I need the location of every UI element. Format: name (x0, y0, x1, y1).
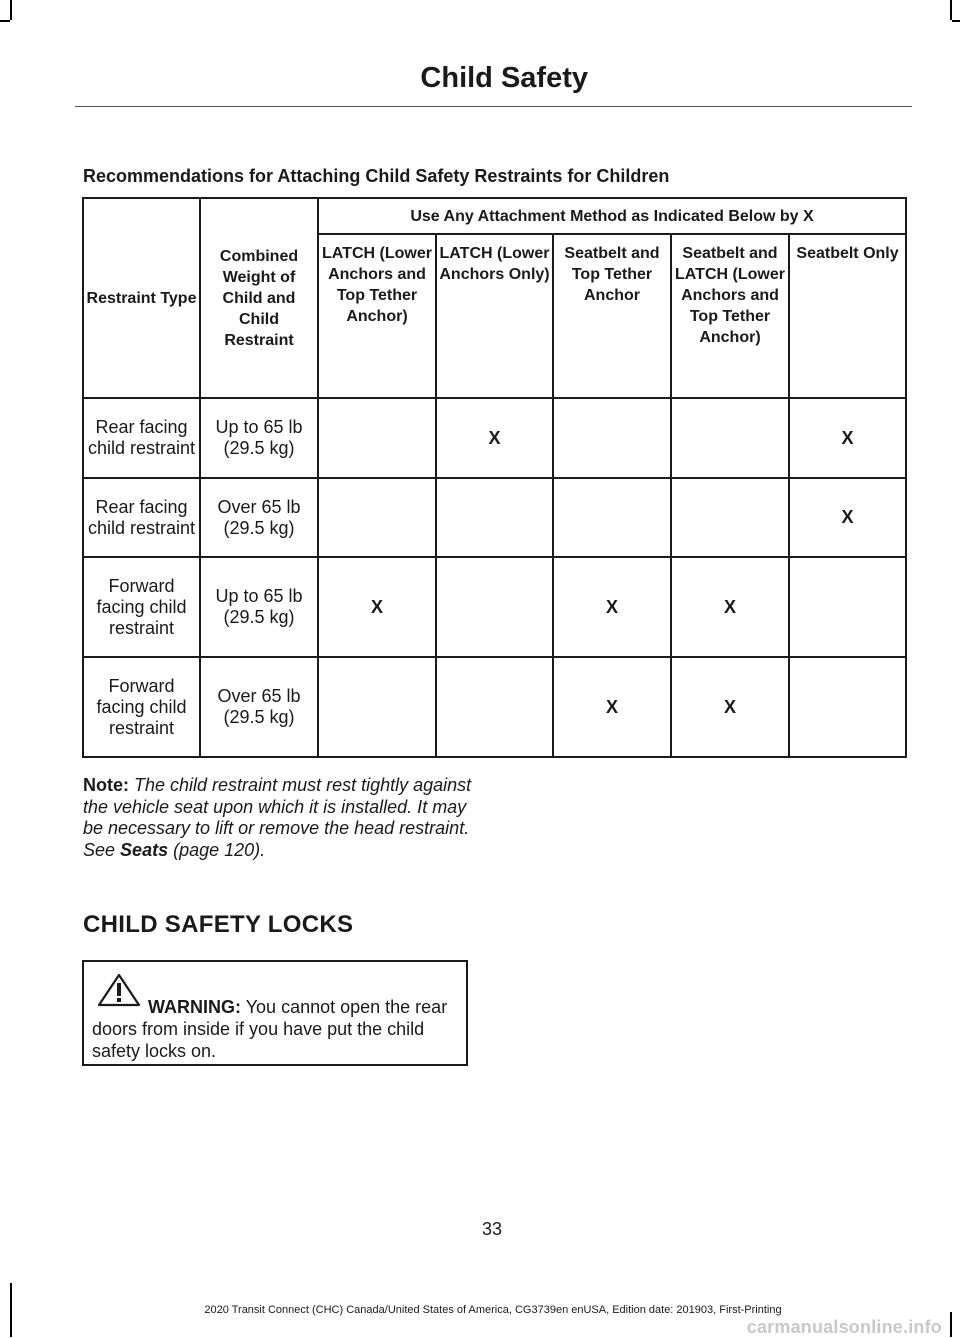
seats-link[interactable]: Seats (120, 839, 169, 860)
cell-weight: Over 65 lb (29.5 kg) (200, 657, 318, 757)
cell-mark (553, 478, 671, 557)
cell-mark (318, 398, 436, 478)
cell-mark: X (789, 398, 906, 478)
header-divider (75, 106, 912, 107)
note-text: The child restraint must rest tightly against the vehicle seat upon which it is installed. It may be necessary to lift or remove the head restraint. See (83, 775, 472, 860)
cell-weight: Over 65 lb (29.5 kg) (200, 478, 318, 557)
table-row (83, 398, 906, 478)
warning-label: WARNING: (148, 997, 241, 1017)
header-method: Seatbelt and LATCH (Lower Anchors and Top Tether Anchor) (671, 234, 789, 398)
cell-mark (553, 398, 671, 478)
crop-mark (952, 20, 960, 22)
restraint-table (82, 197, 907, 758)
header-attachment-methods: Use Any Attachment Method as Indicated Below by X (318, 198, 906, 234)
edition-footer: 2020 Transit Connect (CHC) Canada/United States of America, CG3739en enUSA, Edition date: 201903, First-Printing (204, 1304, 782, 1316)
header-method: LATCH (Lower Anchors and Top Tether Anchor) (318, 234, 436, 398)
header-method: Seatbelt and Top Tether Anchor (553, 234, 671, 398)
crop-mark (10, 0, 12, 20)
cell-restraint-type: Rear facing child restraint (83, 398, 200, 478)
page-reference: (page 120). (173, 839, 266, 860)
page-number: 33 (481, 1219, 503, 1239)
warning-message: You cannot open the rear doors from inside if you have put the child safety locks on. (92, 997, 448, 1061)
warning-text (92, 996, 468, 1062)
header-restraint-type: Restraint Type (83, 198, 200, 398)
cell-mark (789, 657, 906, 757)
cell-mark: X (436, 398, 553, 478)
table-caption: Recommendations for Attaching Child Safety Restraints for Children (83, 166, 670, 186)
header-combined-weight: Combined Weight of Child and Child Restraint (200, 198, 318, 398)
note-label: Note: (83, 775, 129, 795)
cell-weight: Up to 65 lb (29.5 kg) (200, 398, 318, 478)
header-method: LATCH (Lower Anchors Only) (436, 234, 553, 398)
cell-mark (789, 557, 906, 657)
cell-mark (318, 657, 436, 757)
cell-mark: X (789, 478, 906, 557)
table-row (83, 478, 906, 557)
cell-mark: X (553, 557, 671, 657)
cell-restraint-type: Forward facing child restraint (83, 557, 200, 657)
cell-restraint-type: Rear facing child restraint (83, 478, 200, 557)
cell-weight: Up to 65 lb (29.5 kg) (200, 557, 318, 657)
crop-mark (950, 0, 952, 20)
cell-mark (318, 478, 436, 557)
crop-mark (0, 20, 10, 22)
cell-mark (671, 398, 789, 478)
cell-mark: X (671, 557, 789, 657)
cell-mark (436, 478, 553, 557)
table-row (83, 557, 906, 657)
cell-mark: X (671, 657, 789, 757)
cell-mark (436, 657, 553, 757)
note-paragraph (83, 775, 483, 861)
cell-restraint-type: Forward facing child restraint (83, 657, 200, 757)
header-method: Seatbelt Only (789, 234, 906, 398)
section-heading: CHILD SAFETY LOCKS (83, 911, 354, 938)
cell-mark: X (553, 657, 671, 757)
watermark: carmanualsonline.info (746, 1317, 942, 1337)
page-header-title: Child Safety (420, 62, 588, 94)
table-row (83, 657, 906, 757)
cell-mark (436, 557, 553, 657)
warning-box (82, 960, 468, 1066)
cell-mark (671, 478, 789, 557)
cell-mark: X (318, 557, 436, 657)
